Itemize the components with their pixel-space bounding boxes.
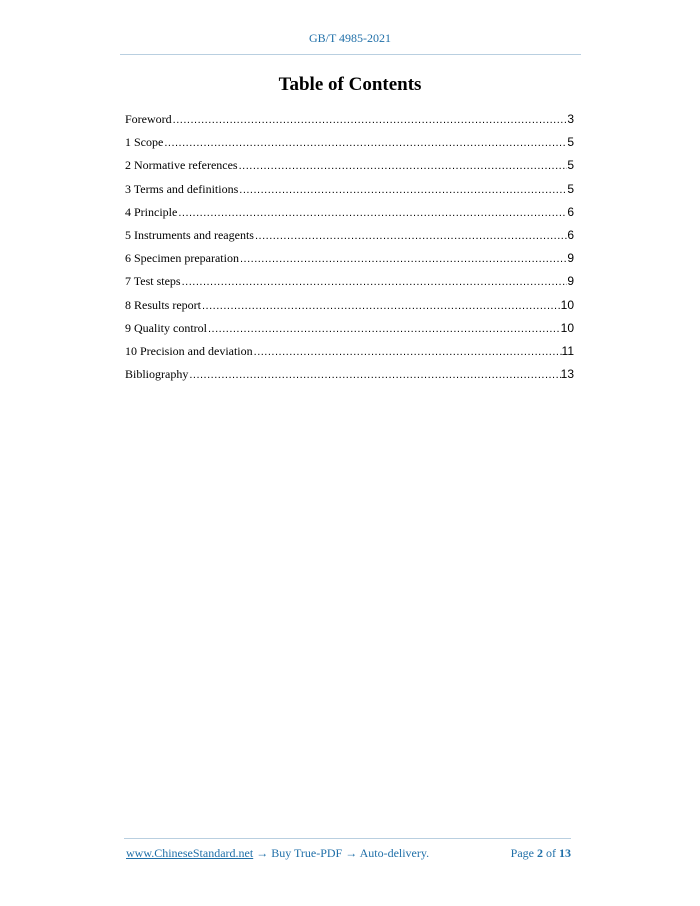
toc-entry-label: Bibliography (125, 367, 189, 382)
toc-entry-terms-and-definitions[interactable] (125, 178, 574, 201)
toc-dot-leader (207, 318, 561, 341)
toc-entry-principle[interactable] (125, 201, 574, 224)
toc-dot-leader (238, 179, 567, 202)
toc-entry-label: Foreword (125, 112, 172, 126)
toc-dot-leader (201, 295, 561, 318)
toc-entry-label: 5 Instruments and reagents (125, 227, 254, 242)
toc-entry-page: 6 (567, 227, 574, 242)
toc-entry-normative-references[interactable] (125, 154, 574, 177)
toc-dot-leader (253, 341, 562, 364)
toc-entry-label: 7 Test steps (125, 274, 181, 289)
toc-entry-page: 10 (560, 320, 574, 335)
toc-entry-precision-and-deviation[interactable] (125, 340, 574, 363)
running-header: GB/T 4985-2021 (308, 31, 392, 45)
toc-dot-leader (177, 202, 567, 225)
toc-entry-test-steps[interactable] (125, 270, 574, 293)
toc-entry-scope[interactable] (125, 131, 574, 154)
toc-dot-leader (172, 109, 568, 132)
toc-entry-page: 5 (567, 181, 574, 196)
toc-entry-label: 4 Principle (125, 204, 178, 219)
toc-entry-bibliography[interactable] (125, 363, 574, 386)
toc-entry-label: 3 Terms and definitions (125, 181, 239, 196)
toc-entry-page: 13 (560, 367, 574, 382)
toc-entry-page: 9 (567, 251, 574, 266)
toc-entry-specimen-preparation[interactable] (125, 247, 574, 270)
site-link[interactable]: www.ChineseStandard.net (126, 846, 254, 860)
footer-divider (124, 838, 571, 839)
toc-title: Table of Contents (278, 74, 422, 95)
toc-dot-leader (254, 225, 567, 248)
toc-list (125, 108, 574, 386)
toc-entry-page: 5 (567, 158, 574, 173)
toc-entry-instruments-and-reagents[interactable] (125, 224, 574, 247)
toc-entry-results-report[interactable] (125, 294, 574, 317)
toc-entry-page: 10 (560, 297, 574, 312)
toc-entry-label: 2 Normative references (125, 158, 238, 173)
toc-entry-page: 9 (567, 274, 574, 289)
page-current: 2 (537, 846, 543, 860)
page-number (511, 846, 571, 861)
toc-dot-leader (188, 364, 560, 387)
toc-entry-label: 8 Results report (125, 297, 201, 312)
toc-entry-page: 6 (567, 204, 574, 219)
toc-entry-label: 9 Quality control (125, 320, 207, 335)
toc-entry-quality-control[interactable] (125, 317, 574, 340)
toc-dot-leader (239, 248, 567, 271)
toc-entry-label: 10 Precision and deviation (125, 343, 253, 358)
toc-entry-page: 5 (567, 135, 574, 150)
footer-tagline: → Buy True-PDF → Auto-delivery. (253, 846, 430, 860)
toc-entry-page: 11 (561, 343, 574, 358)
of-word: of (546, 846, 556, 860)
header-divider (120, 54, 581, 55)
footer-promo (126, 846, 429, 861)
toc-dot-leader (238, 155, 568, 178)
toc-dot-leader (163, 132, 567, 155)
toc-entry-label: 1 Scope (125, 135, 164, 150)
toc-dot-leader (181, 271, 568, 294)
toc-entry-page: 3 (567, 112, 574, 126)
page-total: 13 (559, 846, 571, 860)
toc-entry-foreword[interactable] (125, 108, 574, 131)
page-word: Page (510, 846, 534, 860)
toc-entry-label: 6 Specimen preparation (125, 251, 239, 266)
